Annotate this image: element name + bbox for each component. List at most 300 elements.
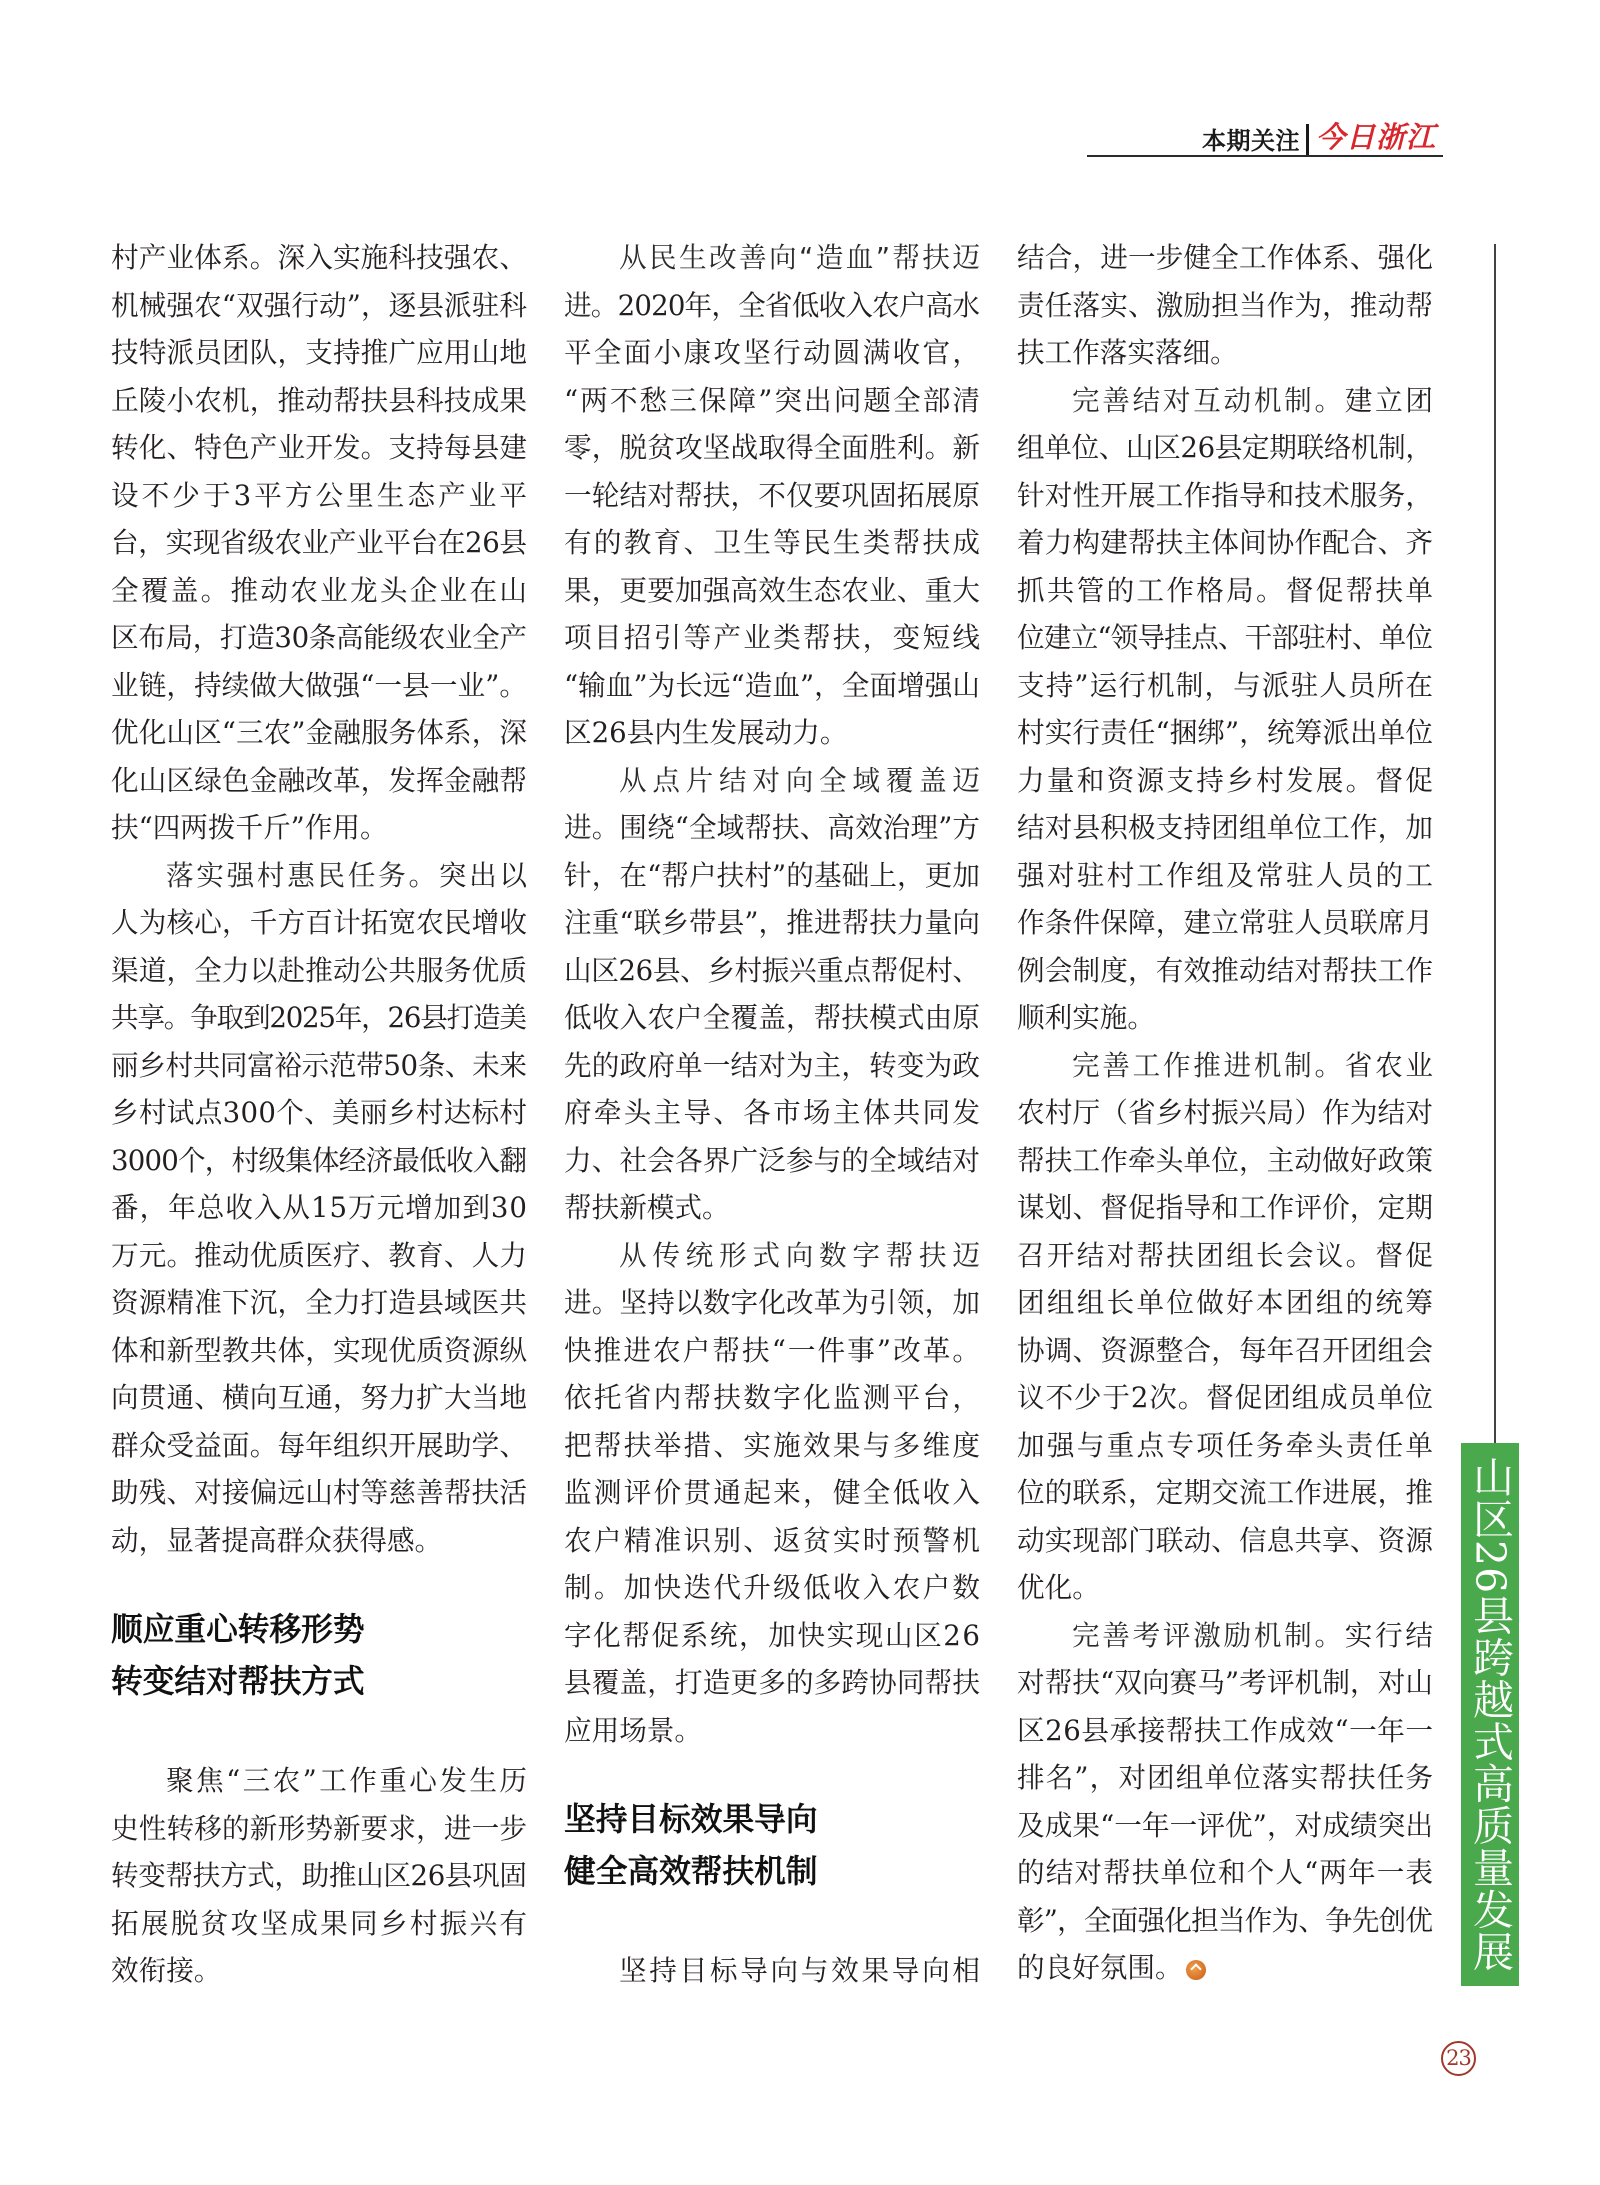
line-content [564, 336, 982, 369]
body-text: “两不愁三保障”突出问题全部清 [564, 383, 983, 417]
text-line [564, 1137, 980, 1185]
line-content [111, 1144, 526, 1177]
body-text: 围绕“全域帮扶、高效治理”方 [619, 811, 981, 844]
line-content [1017, 479, 1433, 512]
line-content [1017, 1666, 1433, 1699]
text-line [111, 1374, 527, 1422]
text-line [111, 519, 527, 567]
text-line [1017, 1374, 1433, 1422]
body-text: 平全面小康攻坚行动圆满收官， [564, 336, 983, 369]
section-heading-line: 顺应重心转移形势 [111, 1612, 365, 1648]
text-line [1017, 1137, 1433, 1185]
text-line [111, 1469, 527, 1517]
text-line [1017, 852, 1436, 900]
body-text: “输血”为长远“造血”，全面增强山 [564, 668, 981, 702]
body-text: 台，实现省级农业产业平台在26县 [111, 526, 527, 559]
paragraph [1017, 1042, 1436, 1612]
line-content [564, 1666, 980, 1699]
line-content [166, 859, 530, 892]
text-line [1017, 662, 1433, 710]
body-text: 农村厅（省乡村振兴局）作为结对 [1017, 1096, 1434, 1129]
text-line [564, 1374, 983, 1422]
line-content [111, 1096, 527, 1129]
line-content [564, 384, 982, 417]
body-text: 先的政府单一结对为主，转变为政 [564, 1048, 981, 1082]
body-text: 强对驻村工作组及常驻人员的工 [1017, 858, 1436, 892]
lead-phrase: 完善工作推进机制。 [1072, 1048, 1345, 1082]
line-content [1017, 1191, 1433, 1224]
text-line [1017, 804, 1433, 852]
line-content [1017, 1144, 1433, 1177]
line-content [111, 431, 527, 464]
text-line [111, 377, 527, 425]
body-text: 2020年，全省低收入农户高水 [617, 288, 980, 322]
line-content [111, 811, 388, 844]
line-content [564, 906, 980, 939]
body-text: 化山区绿色金融改革，发挥金融帮 [111, 763, 528, 797]
line-content [111, 1954, 221, 1987]
section-heading-line: 转变结对帮扶方式 [111, 1663, 365, 1700]
text-line [1017, 1232, 1436, 1280]
body-text: 加强与重点专项任务牵头责任单 [1017, 1428, 1436, 1462]
line-content [111, 954, 527, 987]
paragraph [1017, 1612, 1436, 1992]
body-text: 区26县承接帮扶工作成效“一年一 [1017, 1713, 1434, 1747]
body-text: 区布局，打造30条高能级农业全产 [111, 621, 527, 654]
body-text: 扶工作落实落细。 [1017, 336, 1238, 369]
body-text: 府牵头主导、各市场主体共同发 [564, 1096, 983, 1129]
section-heading [564, 1795, 980, 1898]
line-content [1017, 1809, 1433, 1842]
body-text: 人为核心，千方百计拓宽农民增收 [111, 906, 528, 939]
paragraph [111, 1757, 530, 1995]
line-content [564, 526, 982, 559]
text-line [111, 329, 527, 377]
body-text: 召开结对帮扶团组长会议。督促 [1017, 1238, 1436, 1272]
body-text: 动，显著提高群众获得感。 [111, 1523, 443, 1557]
text-line [111, 472, 531, 520]
text-line [1017, 282, 1433, 330]
text-line [111, 899, 527, 947]
text-line [1017, 1469, 1433, 1517]
line-content [619, 1954, 983, 1987]
body-text: 丽乡村共同富裕示范带50条、未来 [111, 1048, 527, 1082]
line-content [111, 1859, 527, 1892]
text-line [1017, 947, 1433, 995]
text-line [564, 1707, 980, 1755]
text-line [111, 282, 527, 330]
body-text: 低收入农户全覆盖，帮扶模式由原 [564, 1001, 981, 1034]
line-content [564, 1714, 702, 1747]
line-content [564, 859, 980, 892]
line-content [564, 1286, 980, 1319]
line-content [1017, 526, 1433, 559]
paragraph [111, 852, 530, 1565]
lead-phrase: 进。 [564, 1286, 620, 1319]
body-text: 排名”，对团组单位落实帮扶任务 [1017, 1761, 1435, 1794]
body-text: 依托省内帮扶数字化监测平台， [564, 1381, 983, 1414]
text-line [1017, 614, 1433, 662]
line-content [619, 241, 982, 274]
body-text: 团组组长单位做好本团组的统筹 [1017, 1286, 1436, 1319]
text-line [1017, 1754, 1433, 1802]
text-line [564, 377, 983, 425]
text-line [564, 947, 980, 995]
body-text: 转化、特色产业开发。支持每县建 [111, 431, 528, 464]
line-content [619, 764, 986, 797]
line-content [1017, 1951, 1206, 1984]
text-line [1017, 234, 1433, 282]
line-content [111, 906, 527, 939]
body-text: 县覆盖，打造更多的多跨协同帮扶 [564, 1666, 981, 1699]
line-content [1017, 1714, 1434, 1747]
body-text: 快推进农户帮扶“一件事”改革。 [564, 1333, 983, 1367]
lead-phrase: 完善考评激励机制。 [1072, 1618, 1345, 1652]
text-line [1017, 329, 1433, 377]
line-content [564, 1619, 982, 1652]
line-content [1017, 1856, 1434, 1889]
text-line [564, 424, 980, 472]
line-content [1017, 1761, 1434, 1794]
line-content [1017, 716, 1433, 749]
line-content [564, 1191, 730, 1224]
body-text: 着力构建帮扶主体间协作配合、齐 [1017, 526, 1434, 559]
line-content [111, 384, 527, 417]
line-content [564, 954, 980, 987]
body-text: 针对性开展工作指导和技术服务， [1017, 478, 1434, 512]
body-text: 的结对帮扶单位和个人“两年一表 [1017, 1856, 1435, 1889]
body-text: 彰”，全面强化担当作为、争先创优 [1017, 1903, 1433, 1937]
text-line [564, 804, 980, 852]
line-content [111, 1001, 526, 1034]
paragraph [1017, 377, 1436, 1042]
lead-phrase: 完善结对互动机制。 [1072, 383, 1345, 417]
text-line [111, 1232, 527, 1280]
end-mark-icon [1186, 1960, 1206, 1980]
body-text: 山区26县、乡村振兴重点帮促村、 [564, 953, 980, 987]
side-banner-text: 山区26县跨越式高质量发展 [1466, 1456, 1514, 1973]
text-line [1017, 472, 1433, 520]
text-line [1017, 1707, 1433, 1755]
text-line [1017, 567, 1436, 615]
body-text: 帮扶新模式。 [564, 1191, 730, 1224]
body-text: 农户精准识别、返贫实时预警机 [564, 1523, 983, 1557]
text-line [111, 1757, 530, 1805]
line-content [564, 1096, 982, 1129]
text-line [111, 662, 527, 710]
text-line [1017, 1327, 1433, 1375]
line-content [1017, 1381, 1434, 1414]
body-text: 番，年总收入从15万元增加到30 [111, 1191, 528, 1224]
body-text: 针，在“帮户扶村”的基础上，更加 [564, 858, 981, 892]
line-content [564, 1334, 982, 1367]
column-3 [1017, 234, 1436, 1992]
side-banner [1461, 1443, 1519, 1986]
body-text: 有的教育、卫生等民生类帮扶成 [564, 526, 983, 559]
body-text: 例会制度，有效推动结对帮扶工作 [1017, 953, 1434, 987]
body-text: 突出以 [438, 858, 530, 892]
text-line [111, 1947, 527, 1995]
body-text: 效衔接。 [111, 1954, 222, 1988]
text-line [111, 852, 530, 900]
column-1 [111, 234, 531, 1995]
body-text: 聚焦“三农”工作重心发生历 [166, 1764, 530, 1798]
body-text: 抓共管的工作格局。督促帮扶单 [1017, 573, 1436, 607]
body-text: 及成果“一年一评优”，对成绩突出 [1017, 1808, 1434, 1842]
text-line [564, 1184, 980, 1232]
line-content [111, 716, 527, 749]
text-line [564, 1517, 983, 1565]
body-text: 史性转移的新形势新要求，进一步 [111, 1811, 528, 1845]
text-line [111, 567, 530, 615]
text-line [564, 329, 983, 377]
body-text: 帮扶工作牵头单位，主动做好政策 [1017, 1143, 1434, 1177]
body-text: 坚持目标导向与效果导向相 [619, 1954, 983, 1988]
lead-phrase: 从点片结对向全域覆盖迈 [619, 763, 986, 797]
line-content [1072, 1049, 1436, 1082]
body-text: 组单位、山区26县定期联络机制， [1017, 431, 1433, 464]
line-content [564, 1476, 982, 1509]
text-line [564, 614, 983, 662]
text-line [564, 899, 980, 947]
text-line [1017, 1897, 1433, 1945]
text-line [564, 472, 980, 520]
text-line [564, 1279, 980, 1327]
text-line [564, 757, 986, 805]
line-content [564, 1144, 980, 1177]
text-line [1017, 1564, 1433, 1612]
line-content [111, 574, 529, 607]
line-content [111, 1476, 527, 1509]
section-heading-line: 坚持目标效果导向 [564, 1802, 818, 1838]
line-content [111, 1286, 527, 1319]
text-line [564, 1659, 980, 1707]
body-text: 体和新型教共体，实现优质资源纵 [111, 1333, 528, 1367]
line-content [564, 669, 980, 702]
lead-phrase: 从民生改善向“造血”帮扶迈 [619, 241, 983, 274]
text-line [1017, 1089, 1433, 1137]
line-content [564, 1001, 980, 1034]
line-content [1017, 431, 1433, 464]
line-content [1017, 954, 1433, 987]
line-content [111, 1429, 527, 1462]
body-text: 乡村试点300个、美丽乡村达标村 [111, 1096, 528, 1129]
body-text: 拓展脱贫攻坚成果同乡村振兴有 [111, 1906, 530, 1940]
body-text: 实行结 [1344, 1618, 1436, 1652]
body-text: 项目招引等产业类帮扶，变短线 [564, 621, 983, 654]
body-text: 建立团 [1344, 383, 1436, 417]
line-content [1072, 384, 1436, 417]
body-text: 技特派员团队，支持推广应用山地 [111, 336, 528, 369]
line-content [564, 1049, 980, 1082]
text-line [1017, 994, 1433, 1042]
text-line [564, 1612, 980, 1660]
text-line [564, 852, 980, 900]
line-content [564, 1524, 982, 1557]
line-content [1017, 1571, 1100, 1604]
text-line [564, 282, 980, 330]
text-line [1017, 1042, 1436, 1090]
line-content [111, 1524, 442, 1557]
body-text: 省农业 [1344, 1048, 1436, 1082]
text-line [111, 994, 527, 1042]
body-text: 议不少于2次。督促团组成员单位 [1017, 1381, 1434, 1414]
body-text: 应用场景。 [564, 1713, 702, 1747]
line-content [111, 1907, 529, 1940]
body-text: 谋划、督促指导和工作评价，定期 [1017, 1191, 1434, 1224]
text-line [1017, 1802, 1433, 1850]
body-text: 字化帮促系统，加快实现山区26 [564, 1618, 982, 1652]
text-line [1017, 424, 1433, 472]
body-text: 结合，进一步健全工作体系、强化 [1017, 241, 1434, 274]
text-line [564, 1469, 983, 1517]
line-content [1017, 764, 1435, 797]
text-line [111, 424, 527, 472]
text-line [564, 1232, 986, 1280]
line-content [619, 1239, 986, 1272]
body-text: 的良好氛围。 [1017, 1951, 1183, 1984]
text-line [1017, 1612, 1436, 1660]
body-text: 助残、对接偏远山村等慈善帮扶活 [111, 1476, 528, 1509]
text-line [1017, 899, 1433, 947]
text-line [564, 1089, 983, 1137]
text-line [111, 1279, 527, 1327]
body-text: 作条件保障，建立常驻人员联席月 [1017, 906, 1434, 939]
section-heading-line: 健全高效帮扶机制 [564, 1853, 818, 1890]
text-line [1017, 519, 1433, 567]
text-line [564, 1422, 983, 1470]
body-text: 村产业体系。深入实施科技强农、 [111, 241, 528, 274]
body-text: 村实行责任“捆绑”，统筹派出单位 [1017, 716, 1434, 749]
text-line [111, 1422, 527, 1470]
text-line [111, 614, 527, 662]
body-text: 零，脱贫攻坚战取得全面胜利。新 [564, 431, 981, 464]
body-text: 结对县积极支持团组单位工作，加 [1017, 811, 1434, 844]
side-rule [1494, 244, 1496, 1443]
body-text: 资源精准下沉，全力打造县域医共 [111, 1286, 528, 1319]
body-text: 渠道，全力以赴推动公共服务优质 [111, 953, 528, 987]
body-text: 转变帮扶方式，助推山区26县巩固 [111, 1859, 527, 1893]
text-line [1017, 1279, 1436, 1327]
section-label: 本期关注 [1202, 127, 1300, 155]
body-text: 扶“四两拨千斤”作用。 [111, 811, 388, 844]
line-content [111, 1334, 527, 1367]
body-text: 监测评价贯通起来，健全低收入 [564, 1476, 983, 1509]
line-content [1017, 621, 1432, 654]
paragraph [564, 1232, 986, 1755]
lead-phrase: 落实强村惠民任务。 [166, 858, 439, 892]
body-text: 一轮结对帮扶，不仅要巩固拓展原 [564, 478, 981, 512]
text-line [564, 1327, 983, 1375]
text-line [111, 757, 527, 805]
text-line [564, 519, 983, 567]
line-content [564, 621, 982, 654]
line-content [111, 336, 527, 369]
line-content [1017, 1096, 1433, 1129]
body-text: 群众受益面。每年组织开展助学、 [111, 1428, 528, 1462]
magazine-logo: 今日浙江 [1316, 120, 1437, 154]
body-text: 顺利实施。 [1017, 1001, 1155, 1034]
body-text: 力、社会各界广泛参与的全域结对 [564, 1143, 981, 1177]
text-line [111, 709, 527, 757]
body-text: 位的联系，定期交流工作进展，推 [1017, 1476, 1434, 1509]
line-content [564, 1429, 982, 1462]
text-line [564, 709, 980, 757]
body-text: 区26县内生发展动力。 [564, 716, 848, 749]
text-line [1017, 1422, 1436, 1470]
text-line [111, 1900, 530, 1948]
line-content [111, 1191, 528, 1224]
line-content [1017, 1001, 1155, 1034]
line-content [564, 574, 980, 607]
text-line [111, 1137, 527, 1185]
line-content [1017, 669, 1434, 702]
line-content [1017, 1476, 1433, 1509]
text-line [111, 1089, 527, 1137]
text-line [1017, 1944, 1433, 1992]
line-content [111, 621, 527, 654]
body-text: 坚持以数字化改革为引领，加 [619, 1286, 981, 1319]
paragraph [111, 234, 531, 852]
line-content [564, 1381, 982, 1414]
column-2 [564, 234, 986, 1995]
text-line [1017, 709, 1433, 757]
paragraph [564, 757, 986, 1232]
line-content [111, 289, 527, 322]
text-line [564, 1042, 980, 1090]
line-content [166, 1764, 529, 1797]
line-content [1017, 336, 1238, 369]
line-content [1017, 1239, 1435, 1272]
body-text: 共享。争取到2025年，26县打造美 [111, 1001, 526, 1034]
text-line [1017, 757, 1436, 805]
line-content [111, 526, 527, 559]
text-line [111, 1805, 527, 1853]
paragraph [564, 1947, 983, 1995]
text-line [564, 234, 983, 282]
body-text: 制。加快迭代升级低收入农户数 [564, 1571, 983, 1604]
body-text: 位建立“领导挂点、干部驻村、单位 [1017, 621, 1433, 654]
line-content [564, 289, 979, 322]
text-line [111, 1517, 527, 1565]
text-line [111, 1042, 527, 1090]
text-line [111, 804, 527, 852]
line-content [1017, 906, 1433, 939]
line-content [111, 1812, 527, 1845]
line-content [1017, 1334, 1433, 1367]
section-heading [111, 1605, 527, 1708]
line-content [564, 811, 980, 844]
lead-phrase: 进。 [564, 288, 618, 322]
page-number: 23 [1441, 2041, 1476, 2076]
body-text: 把帮扶举措、实施效果与多维度 [564, 1428, 983, 1462]
header-separator [1306, 124, 1309, 157]
line-content [1017, 811, 1433, 844]
body-text: 责任落实、激励担当作为，推动帮 [1017, 288, 1434, 322]
text-line [1017, 1849, 1433, 1897]
paragraph [1017, 234, 1433, 377]
body-text: 丘陵小农机，推动帮扶县科技成果 [111, 383, 528, 417]
line-content [1017, 1904, 1432, 1937]
text-line [564, 1564, 983, 1612]
text-line [111, 1184, 527, 1232]
line-content [1017, 1429, 1435, 1462]
body-text: 力量和资源支持乡村发展。督促 [1017, 763, 1436, 797]
line-content [111, 764, 527, 797]
line-content [1017, 241, 1433, 274]
header-rule [1087, 155, 1443, 157]
text-line [111, 234, 527, 282]
